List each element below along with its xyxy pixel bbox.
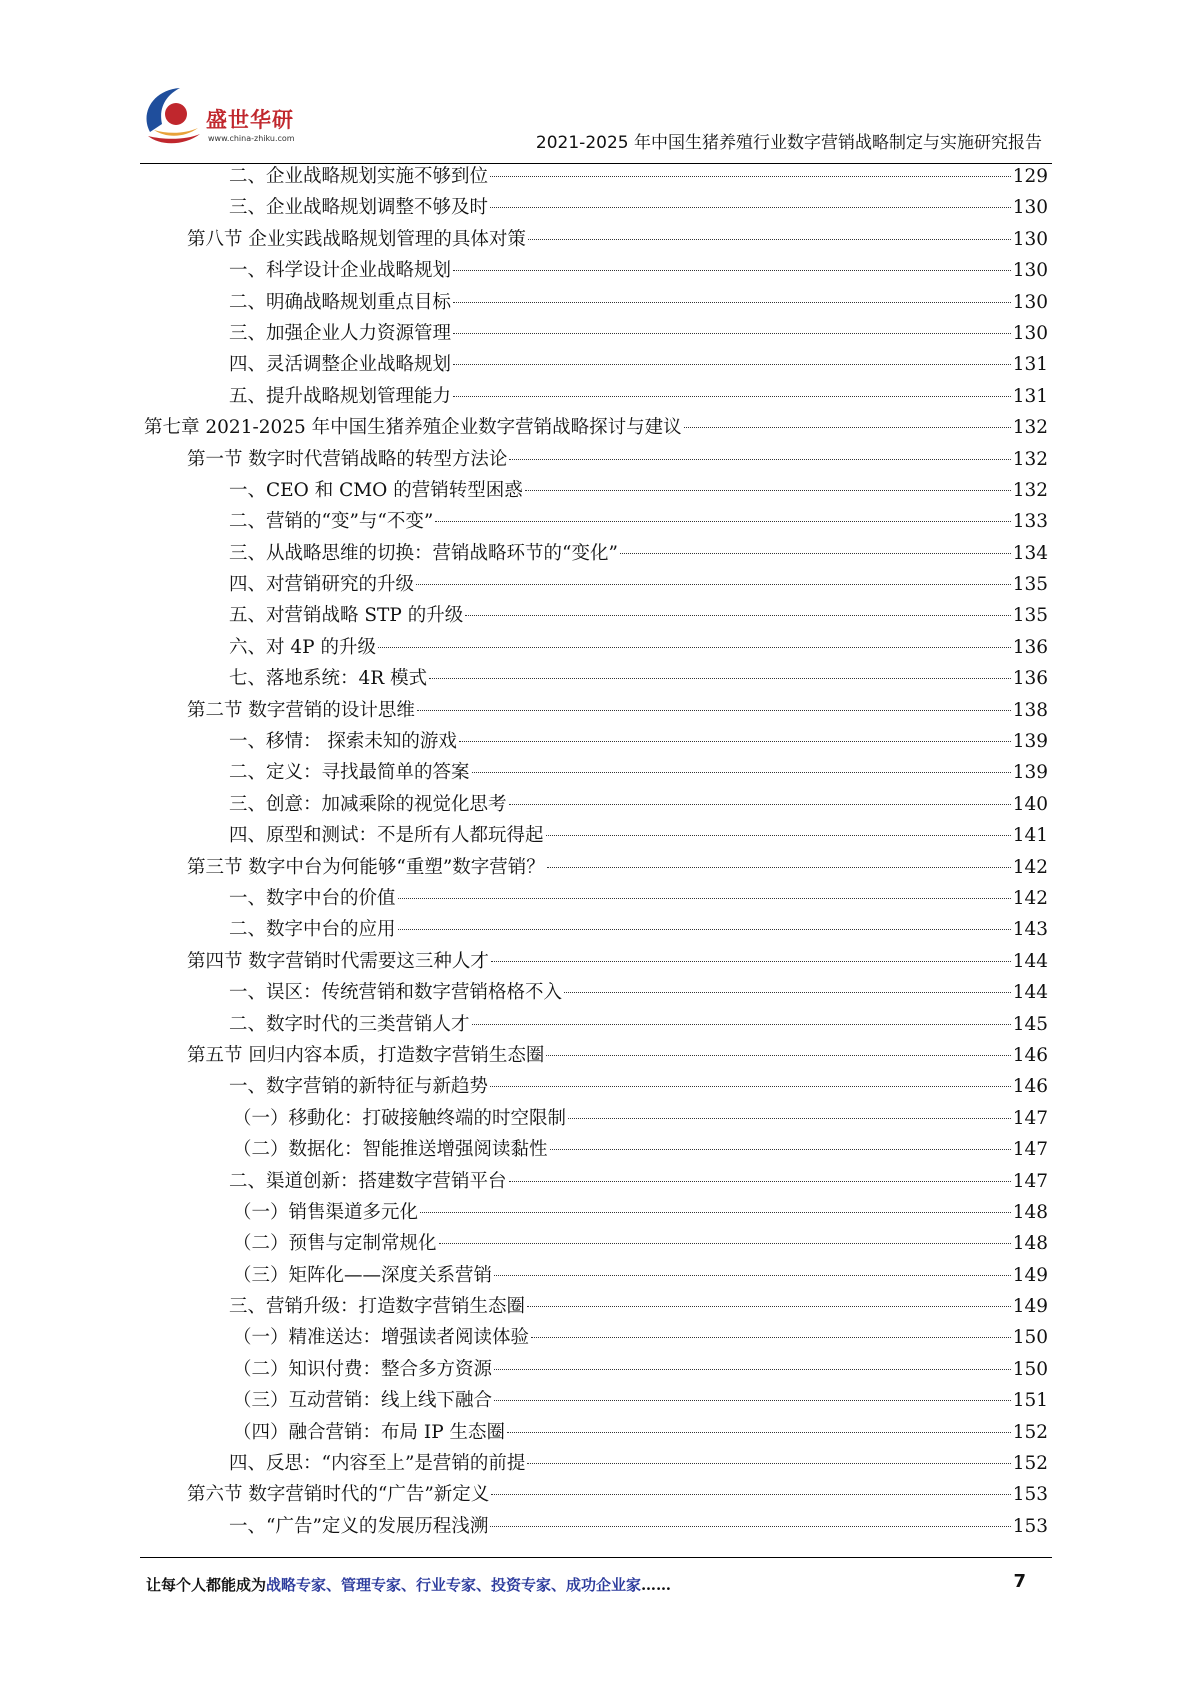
- toc-entry-page: 149: [1012, 1296, 1048, 1318]
- toc-entry-title: （二）预售与定制常规化: [233, 1233, 437, 1255]
- toc-entry-page: 141: [1012, 825, 1048, 847]
- toc-entry[interactable]: [140, 287, 1048, 318]
- toc-entry-title: 一、CEO 和 CMO 的营销转型困惑: [229, 479, 523, 501]
- toc-entry-page: 140: [1012, 793, 1048, 815]
- toc-entry-title: 三、营销升级：打造数字营销生态圈: [229, 1296, 526, 1318]
- toc-entry-page: 130: [1012, 322, 1048, 344]
- toc-entry-page: 152: [1012, 1453, 1048, 1475]
- toc-entry-page: 138: [1012, 699, 1048, 721]
- toc-leader-dots: [491, 961, 1011, 962]
- toc-entry[interactable]: [140, 192, 1048, 223]
- toc-entry[interactable]: [140, 1511, 1048, 1542]
- toc-entry-page: 130: [1012, 197, 1048, 219]
- toc-entry-page: 139: [1012, 762, 1048, 784]
- toc-entry-page: 131: [1012, 385, 1048, 407]
- toc-leader-dots: [507, 1432, 1011, 1433]
- toc-leader-dots: [490, 1526, 1010, 1527]
- toc-entry-title: （二）数据化：智能推送增强阅读黏性: [233, 1139, 548, 1161]
- toc-entry-title: 二、定义：寻找最简单的答案: [229, 762, 470, 784]
- toc-entry[interactable]: [140, 506, 1048, 537]
- toc-entry-page: 132: [1012, 417, 1048, 439]
- toc-entry-page: 149: [1012, 1264, 1048, 1286]
- toc-entry-title: 四、灵活调整企业战略规划: [229, 354, 452, 376]
- toc-leader-dots: [684, 427, 1011, 428]
- toc-entry[interactable]: [140, 569, 1048, 600]
- toc-leader-dots: [620, 553, 1011, 554]
- toc-entry[interactable]: [140, 1385, 1048, 1416]
- toc-leader-dots: [527, 1306, 1011, 1307]
- toc-entry[interactable]: [140, 444, 1048, 475]
- toc-entry-title: 第四节 数字营销时代需要这三种人才: [187, 950, 489, 972]
- toc-entry-page: 148: [1012, 1201, 1048, 1223]
- toc-entry[interactable]: [140, 1448, 1048, 1479]
- toc-leader-dots: [546, 1055, 1010, 1056]
- toc-entry-page: 142: [1012, 887, 1048, 909]
- toc-entry-title: 二、营销的“变”与“不变”: [229, 511, 434, 533]
- toc-entry-page: 134: [1012, 542, 1048, 564]
- toc-entry-title: 二、明确战略规划重点目标: [229, 291, 452, 313]
- toc-entry-title: 四、对营销研究的升级: [229, 574, 415, 596]
- toc-entry-title: 第一节 数字时代营销战略的转型方法论: [187, 448, 508, 470]
- toc-entry[interactable]: [140, 475, 1048, 506]
- toc-leader-dots: [453, 270, 1011, 271]
- toc-leader-dots: [525, 490, 1011, 491]
- toc-entry-title: 第二节 数字营销的设计思维: [187, 699, 415, 721]
- toc-entry-title: 二、企业战略规划实施不够到位: [229, 166, 489, 187]
- toc-entry[interactable]: [140, 1134, 1048, 1165]
- toc-entry[interactable]: [140, 883, 1048, 914]
- toc-entry[interactable]: [140, 1166, 1048, 1197]
- toc-entry[interactable]: [140, 1071, 1048, 1102]
- toc-leader-dots: [439, 1243, 1011, 1244]
- toc-entry[interactable]: [140, 600, 1048, 631]
- toc-leader-dots: [453, 302, 1011, 303]
- toc-leader-dots: [453, 333, 1011, 334]
- toc-entry-page: 130: [1012, 228, 1048, 250]
- toc-entry-title: 三、加强企业人力资源管理: [229, 322, 452, 344]
- toc-entry-page: 151: [1012, 1390, 1048, 1412]
- toc-leader-dots: [564, 992, 1011, 993]
- report-title: 2021-2025 年中国生猪养殖行业数字营销战略制定与实施研究报告: [535, 133, 1042, 153]
- toc-leader-dots: [547, 867, 1011, 868]
- toc-leader-dots: [509, 804, 1011, 805]
- toc-leader-dots: [420, 1212, 1011, 1213]
- toc-entry-title: 第八节 企业实践战略规划管理的具体对策: [187, 228, 526, 250]
- toc-leader-dots: [568, 1118, 1011, 1119]
- toc-entry-title: 四、反思：“内容至上”是营销的前提: [229, 1453, 526, 1475]
- toc-entry-page: 145: [1012, 1013, 1048, 1035]
- toc-entry-page: 130: [1012, 260, 1048, 282]
- toc-leader-dots: [527, 1463, 1010, 1464]
- toc-leader-dots: [435, 521, 1010, 522]
- toc-entry[interactable]: [140, 1228, 1048, 1259]
- toc-entry[interactable]: [140, 1479, 1048, 1510]
- company-logo: [140, 84, 310, 150]
- toc-entry-page: 144: [1012, 982, 1048, 1004]
- toc-entry[interactable]: [140, 1354, 1048, 1385]
- toc-entry-title: 六、对 4P 的升级: [229, 636, 376, 658]
- toc-leader-dots: [494, 1400, 1011, 1401]
- toc-leader-dots: [453, 396, 1011, 397]
- toc-entry[interactable]: [140, 255, 1048, 286]
- toc-entry-page: 133: [1012, 511, 1048, 533]
- toc-entry[interactable]: [140, 663, 1048, 694]
- toc-entry[interactable]: [140, 412, 1048, 443]
- toc-entry[interactable]: [140, 538, 1048, 569]
- toc-entry-title: （一）移動化：打破接触终端的时空限制: [233, 1107, 567, 1129]
- toc-leader-dots: [494, 1275, 1011, 1276]
- toc-leader-dots: [378, 647, 1011, 648]
- toc-leader-dots: [528, 239, 1011, 240]
- toc-entry-title: 二、数字时代的三类营销人才: [229, 1013, 470, 1035]
- toc-entry[interactable]: [140, 1103, 1048, 1134]
- toc-entry-page: 143: [1012, 919, 1048, 941]
- toc-leader-dots: [472, 1024, 1011, 1025]
- toc-entry-page: 132: [1012, 479, 1048, 501]
- footer-prefix: 让每个人都能成为: [146, 1576, 267, 1594]
- toc-leader-dots: [417, 710, 1011, 711]
- toc-entry[interactable]: [140, 757, 1048, 788]
- toc-entry-page: 153: [1012, 1484, 1048, 1506]
- toc-entry-page: 150: [1012, 1327, 1048, 1349]
- toc-entry-title: 三、企业战略规划调整不够及时: [229, 197, 489, 219]
- toc-leader-dots: [550, 1149, 1011, 1150]
- toc-entry-title: 三、创意：加减乘除的视觉化思考: [229, 793, 507, 815]
- toc-entry-title: 一、数字中台的价值: [229, 887, 396, 909]
- toc-entry-title: 二、数字中台的应用: [229, 919, 396, 941]
- toc-entry-title: 五、对营销战略 STP 的升级: [229, 605, 464, 627]
- toc-entry-title: （四）融合营销：布局 IP 生态圈: [233, 1421, 506, 1443]
- toc-entry[interactable]: [140, 1322, 1048, 1353]
- toc-entry-title: 三、从战略思维的切换：营销战略环节的“变化”: [229, 542, 618, 564]
- toc-entry-title: 一、移情： 探索未知的游戏: [229, 731, 457, 753]
- footer-suffix: ……: [641, 1576, 672, 1594]
- toc-entry-page: 148: [1012, 1233, 1048, 1255]
- toc-leader-dots: [509, 459, 1010, 460]
- toc-entry-page: 135: [1012, 605, 1048, 627]
- toc-entry-title: 第五节 回归内容本质，打造数字营销生态圈: [187, 1044, 545, 1066]
- toc-entry[interactable]: [140, 1009, 1048, 1040]
- toc-entry-page: 136: [1012, 668, 1048, 690]
- toc-entry[interactable]: [140, 349, 1048, 380]
- toc-entry-title: 第七章 2021-2025 年中国生猪养殖企业数字营销战略探讨与建议: [144, 417, 682, 439]
- toc-entry[interactable]: [140, 632, 1048, 663]
- toc-leader-dots: [509, 1181, 1011, 1182]
- toc-entry-page: 136: [1012, 636, 1048, 658]
- logo-swoosh-icon: [140, 84, 210, 150]
- toc-entry-title: （一）精准送达：增强读者阅读体验: [233, 1327, 530, 1349]
- toc-entry-page: 139: [1012, 731, 1048, 753]
- toc-entry-page: 132: [1012, 448, 1048, 470]
- toc-entry-page: 146: [1012, 1076, 1048, 1098]
- toc-leader-dots: [490, 207, 1011, 208]
- toc-entry[interactable]: [140, 1417, 1048, 1448]
- toc-entry[interactable]: [140, 1291, 1048, 1322]
- toc-entry-title: （三）互动营销：线上线下融合: [233, 1390, 493, 1412]
- footer-divider: [140, 1557, 1052, 1558]
- toc-entry-page: 142: [1012, 856, 1048, 878]
- toc-leader-dots: [416, 584, 1011, 585]
- toc-entry-title: （二）知识付费：整合多方资源: [233, 1358, 493, 1380]
- toc-entry-page: 153: [1012, 1515, 1048, 1537]
- toc-entry-title: 七、落地系统：4R 模式: [229, 668, 428, 690]
- toc-leader-dots: [398, 929, 1011, 930]
- toc-entry[interactable]: [140, 977, 1048, 1008]
- toc-entry-page: 147: [1012, 1139, 1048, 1161]
- toc-leader-dots: [531, 1337, 1011, 1338]
- toc-entry[interactable]: [140, 1260, 1048, 1291]
- toc-leader-dots: [459, 741, 1011, 742]
- toc-entry[interactable]: [140, 946, 1048, 977]
- toc-leader-dots: [398, 898, 1011, 899]
- toc-leader-dots: [546, 835, 1011, 836]
- toc-entry-page: 130: [1012, 291, 1048, 313]
- toc-entry-page: 135: [1012, 574, 1048, 596]
- table-of-contents: [140, 161, 1048, 1542]
- toc-entry-page: 144: [1012, 950, 1048, 972]
- footer-slogan: [146, 1574, 671, 1595]
- toc-entry-page: 146: [1012, 1044, 1048, 1066]
- toc-entry-title: 第六节 数字营销时代的“广告”新定义: [187, 1484, 490, 1506]
- toc-entry-title: 四、原型和测试：不是所有人都玩得起: [229, 825, 544, 847]
- toc-entry[interactable]: [140, 318, 1048, 349]
- toc-entry[interactable]: [140, 381, 1048, 412]
- toc-entry[interactable]: [140, 852, 1048, 883]
- page-number: 7: [1013, 1571, 1026, 1592]
- toc-entry-title: 五、提升战略规划管理能力: [229, 385, 452, 407]
- toc-entry[interactable]: [140, 820, 1048, 851]
- toc-entry-page: 131: [1012, 354, 1048, 376]
- page-header: [140, 80, 1052, 164]
- toc-entry[interactable]: [140, 161, 1048, 192]
- toc-leader-dots: [453, 364, 1011, 365]
- toc-leader-dots: [490, 176, 1011, 177]
- toc-entry-page: 147: [1012, 1170, 1048, 1192]
- toc-entry[interactable]: [140, 695, 1048, 726]
- toc-entry-page: 147: [1012, 1107, 1048, 1129]
- toc-entry[interactable]: [140, 726, 1048, 757]
- toc-entry-title: 一、科学设计企业战略规划: [229, 260, 452, 282]
- toc-entry-title: 一、数字营销的新特征与新趋势: [229, 1076, 489, 1098]
- toc-leader-dots: [472, 772, 1011, 773]
- toc-entry-page: 152: [1012, 1421, 1048, 1443]
- toc-entry-title: （一）销售渠道多元化: [233, 1201, 419, 1223]
- toc-entry-title: 二、渠道创新：搭建数字营销平台: [229, 1170, 507, 1192]
- toc-leader-dots: [491, 1494, 1010, 1495]
- toc-leader-dots: [490, 1086, 1011, 1087]
- toc-entry-title: 一、误区：传统营销和数字营销格格不入: [229, 982, 563, 1004]
- toc-entry[interactable]: [140, 789, 1048, 820]
- toc-leader-dots: [465, 615, 1010, 616]
- toc-entry[interactable]: [140, 224, 1048, 255]
- toc-entry[interactable]: [140, 1040, 1048, 1071]
- toc-leader-dots: [429, 678, 1011, 679]
- footer-highlight: 战略专家、管理专家、行业专家、投资专家、成功企业家: [266, 1576, 642, 1594]
- toc-entry-page: 150: [1012, 1358, 1048, 1380]
- toc-entry-title: 一、“广告”定义的发展历程浅溯: [229, 1515, 489, 1537]
- logo-name: 盛世华研: [206, 108, 294, 132]
- toc-entry-page: 129: [1012, 166, 1048, 187]
- toc-entry-title: （三）矩阵化——深度关系营销: [233, 1264, 493, 1286]
- toc-leader-dots: [494, 1369, 1011, 1370]
- logo-url: www.china-zhiku.com: [208, 134, 295, 143]
- toc-entry[interactable]: [140, 914, 1048, 945]
- toc-entry[interactable]: [140, 1197, 1048, 1228]
- toc-entry-title: 第三节 数字中台为何能够“重塑”数字营销？: [187, 856, 545, 878]
